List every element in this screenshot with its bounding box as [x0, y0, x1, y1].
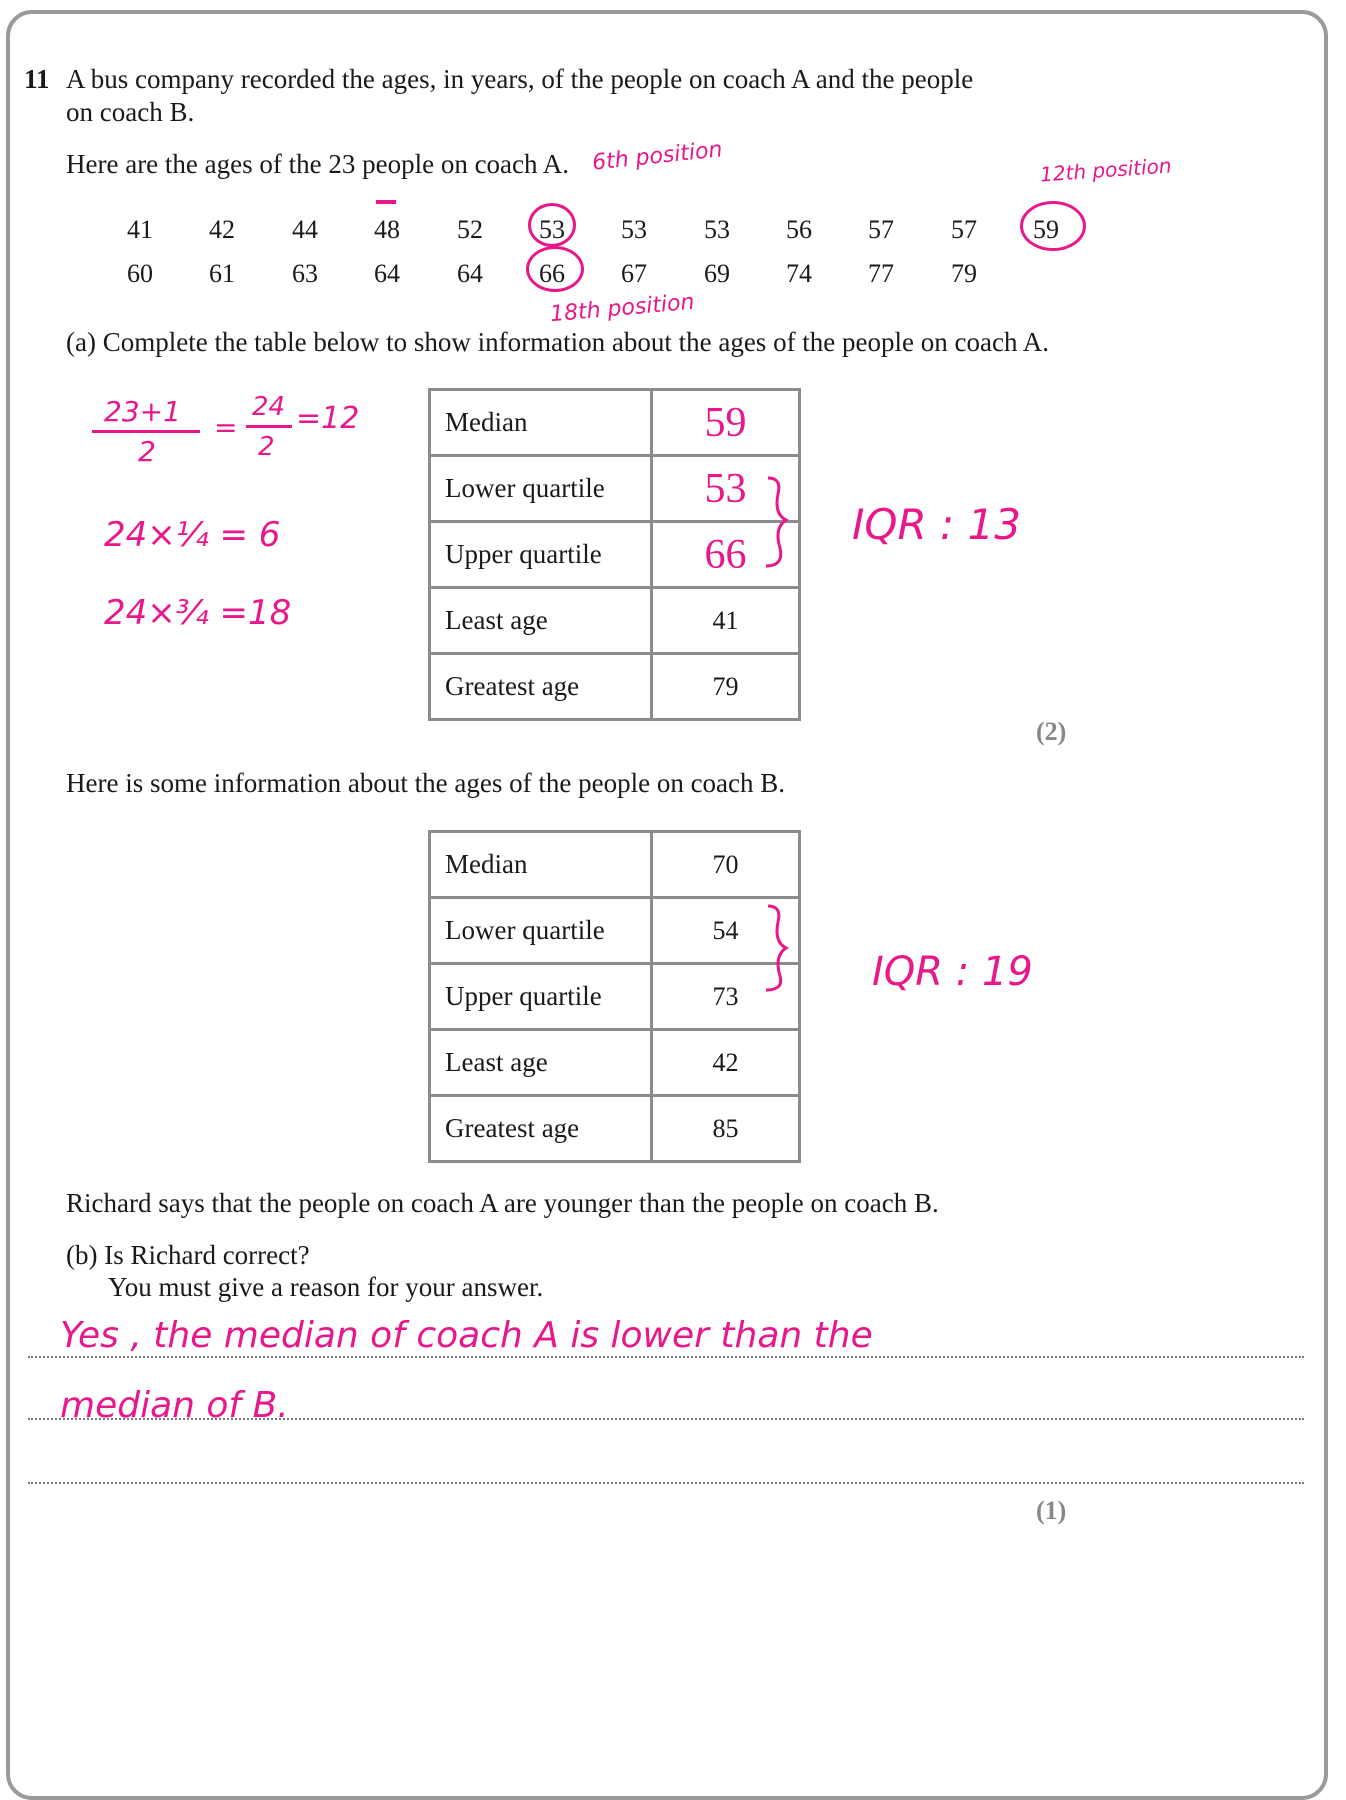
calc-median-numerator-2: 24 [252, 392, 286, 422]
richard-statement: Richard says that the people on coach A are younger than the people on coach B. [66, 1188, 939, 1218]
coach-a-intro: Here are the ages of the 23 people on coach A. [66, 149, 570, 179]
age-value: 57 [951, 215, 977, 244]
answer-line-1[interactable]: Yes , the median of coach A is lower than the [60, 1315, 873, 1356]
table-row [430, 456, 800, 522]
table-label: Upper quartile [430, 964, 652, 1030]
question-number: 11 [24, 64, 50, 94]
age-value: 74 [786, 259, 812, 288]
calc-median-denominator: 2 [138, 435, 156, 468]
age-value: 56 [786, 215, 812, 244]
table-label: Median [430, 390, 652, 456]
age-value: 52 [457, 215, 483, 244]
upper-quartile-answer-cell[interactable]: 66 [652, 522, 800, 588]
calc-lower-quartile: 24×¼ = 6 [104, 515, 281, 555]
circle-lower-quartile [528, 203, 576, 247]
iqr-a-note: IQR : 13 [852, 500, 1021, 549]
age-value: 59 [1033, 215, 1059, 244]
table-value: 41 [652, 588, 800, 654]
age-value: 53 [704, 215, 730, 244]
marks-part-a: (2) [1036, 717, 1067, 746]
table-label: Lower quartile [430, 456, 652, 522]
age-value: 61 [209, 259, 235, 288]
age-value: 77 [868, 259, 894, 288]
table-row [430, 964, 800, 1030]
age-value: 48 [374, 215, 400, 244]
age-value: 63 [292, 259, 318, 288]
table-value: 70 [652, 832, 800, 898]
calc-median-result: =12 [296, 401, 360, 436]
table-label: Median [430, 832, 652, 898]
table-label: Greatest age [430, 1096, 652, 1162]
age-value: 66 [539, 259, 565, 288]
table-row [430, 1030, 800, 1096]
table-value: 73 [652, 964, 800, 1030]
coach-b-table [428, 830, 801, 1163]
age-value: 64 [457, 259, 483, 288]
calc-upper-quartile: 24×¾ =18 [104, 593, 292, 633]
age-value: 41 [127, 215, 153, 244]
calc-fraction-bar-2 [246, 425, 292, 428]
age-value: 44 [292, 215, 318, 244]
calc-median-denominator-2: 2 [258, 432, 275, 462]
part-b-instruction: You must give a reason for your answer. [108, 1272, 544, 1302]
table-label: Greatest age [430, 654, 652, 720]
table-row [430, 390, 800, 456]
table-label: Lower quartile [430, 898, 652, 964]
table-row [430, 1096, 800, 1162]
age-value: 67 [621, 259, 647, 288]
answer-dotted-line [28, 1356, 1304, 1358]
table-row [430, 898, 800, 964]
age-value: 53 [621, 215, 647, 244]
table-label: Least age [430, 588, 652, 654]
coach-b-intro: Here is some information about the ages of the people on coach B. [66, 768, 786, 798]
age-value: 53 [539, 215, 565, 244]
age-value: 64 [374, 259, 400, 288]
calc-fraction-bar [92, 430, 200, 433]
note-6th-position: 6th position [590, 137, 724, 176]
table-row [430, 832, 800, 898]
age-value: 79 [951, 259, 977, 288]
underline-23-mark [376, 200, 396, 204]
marks-part-b: (1) [1036, 1496, 1067, 1525]
brace-b [760, 900, 800, 1000]
note-12th-position: 12th position [1039, 153, 1173, 187]
table-row [430, 588, 800, 654]
part-b-question: (b) Is Richard correct? [66, 1240, 310, 1270]
table-label: Least age [430, 1030, 652, 1096]
age-value: 57 [868, 215, 894, 244]
iqr-b-note: IQR : 19 [872, 949, 1033, 995]
median-answer-cell[interactable]: 59 [652, 390, 800, 456]
circle-upper-quartile [526, 246, 584, 292]
calc-median-numerator: 23+1 [104, 395, 181, 428]
circle-median [1020, 201, 1086, 251]
table-value: 79 [652, 654, 800, 720]
coach-a-table [428, 388, 801, 721]
lower-quartile-answer-cell[interactable]: 53 [652, 456, 800, 522]
answer-dotted-line [28, 1418, 1304, 1420]
age-value: 60 [127, 259, 153, 288]
note-18th-position: 18th position [549, 289, 696, 328]
age-value: 69 [704, 259, 730, 288]
answer-dotted-line [28, 1482, 1304, 1484]
answer-line-2[interactable]: median of B. [60, 1385, 289, 1426]
age-value: 42 [209, 215, 235, 244]
table-value: 42 [652, 1030, 800, 1096]
question-intro-line1: A bus company recorded the ages, in years, of the people on coach A and the people [66, 64, 974, 94]
table-value: 54 [652, 898, 800, 964]
part-a-prompt: (a) Complete the table below to show information about the ages of the people on coach A. [66, 327, 1049, 357]
calc-median-equals: = [214, 411, 238, 444]
table-row [430, 522, 800, 588]
brace-a [760, 472, 800, 572]
question-intro-line2: on coach B. [66, 97, 195, 127]
table-label: Upper quartile [430, 522, 652, 588]
table-row [430, 654, 800, 720]
table-value: 85 [652, 1096, 800, 1162]
